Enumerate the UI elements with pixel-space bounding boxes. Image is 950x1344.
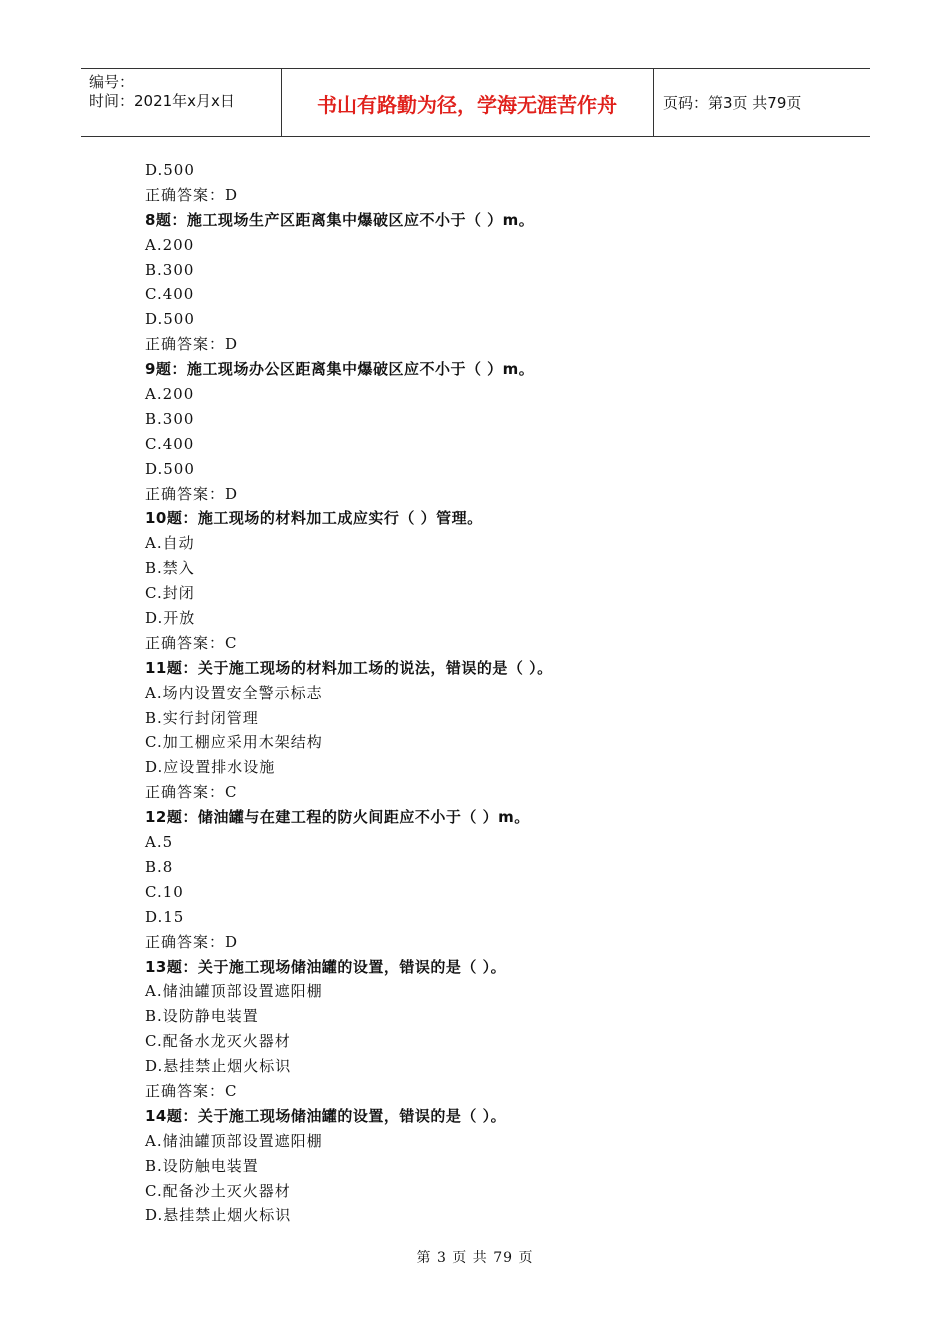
option-text: A.自动 [145, 534, 195, 553]
page-info: 页码：第3页 共79页 [663, 94, 802, 112]
option-text: B.设防静电装置 [145, 1007, 259, 1026]
option-text: B.设防触电装置 [145, 1156, 259, 1175]
option-text: B.禁入 [145, 559, 195, 578]
correct-answer: 正确答案：C [145, 1081, 238, 1100]
option-text: A.场内设置安全警示标志 [145, 683, 323, 702]
page-header [81, 68, 870, 137]
option-text: C.10 [145, 882, 184, 901]
option-text: D.500 [145, 161, 195, 179]
correct-answer: 正确答案：C [145, 783, 238, 802]
option-text: C.400 [145, 285, 195, 304]
question-text: 11题：关于施工现场的材料加工场的说法，错误的是（ ）。 [145, 658, 553, 677]
option-text: C.400 [145, 434, 195, 453]
option-text: D.悬挂禁止烟火标识 [145, 1206, 292, 1225]
option-text: D.悬挂禁止烟火标识 [145, 1057, 292, 1076]
option-text: D.应设置排水设施 [145, 758, 276, 777]
date-line: 时间：2021年x月x日 [89, 92, 235, 110]
option-text: C.配备沙土灭火器材 [145, 1181, 291, 1200]
option-text: B.8 [145, 857, 174, 876]
question-text: 9题：施工现场办公区距离集中爆破区应不小于（ ）m。 [145, 360, 535, 379]
correct-answer: 正确答案：D [145, 335, 239, 354]
code-label: 编号： [89, 73, 135, 91]
option-text: D.开放 [145, 609, 196, 628]
option-text: C.配备水龙灭火器材 [145, 1032, 291, 1051]
correct-answer: 正确答案：D [145, 932, 239, 951]
option-text: C.加工棚应采用木架结构 [145, 733, 323, 752]
question-text: 10题：施工现场的材料加工成应实行（ ）管理。 [145, 509, 483, 528]
question-list [145, 158, 865, 1228]
option-text: A.储油罐顶部设置遮阳棚 [145, 982, 323, 1001]
header-left-cell [81, 69, 282, 136]
option-text: B.300 [145, 260, 195, 279]
header-right-cell [653, 69, 870, 136]
correct-answer: 正确答案：C [145, 633, 238, 652]
option-text: D.500 [145, 310, 195, 329]
question-text: 8题：施工现场生产区距离集中爆破区应不小于（ ）m。 [145, 210, 535, 229]
option-text: A.储油罐顶部设置遮阳棚 [145, 1131, 323, 1150]
motto-text: 书山有路勤为径，学海无涯苦作舟 [317, 93, 617, 117]
option-text: D.15 [145, 907, 185, 926]
option-text: A.200 [145, 385, 195, 404]
option-text: C.封闭 [145, 584, 195, 603]
option-text: B.300 [145, 409, 195, 428]
header-motto-cell [281, 69, 654, 136]
option-text: A.5 [145, 833, 174, 852]
correct-answer: 正确答案：D [145, 484, 239, 503]
question-text: 13题：关于施工现场储油罐的设置，错误的是（ ）。 [145, 957, 507, 976]
correct-answer: 正确答案：D [145, 185, 239, 204]
question-text: 12题：储油罐与在建工程的防火间距应不小于（ ）m。 [145, 808, 530, 827]
option-text: D.500 [145, 459, 195, 478]
question-text: 14题：关于施工现场储油罐的设置，错误的是（ ）。 [145, 1106, 507, 1125]
option-text: B.实行封闭管理 [145, 708, 259, 727]
page-footer: 第 3 页 共 79 页 [416, 1250, 534, 1266]
option-text: A.200 [145, 235, 195, 254]
